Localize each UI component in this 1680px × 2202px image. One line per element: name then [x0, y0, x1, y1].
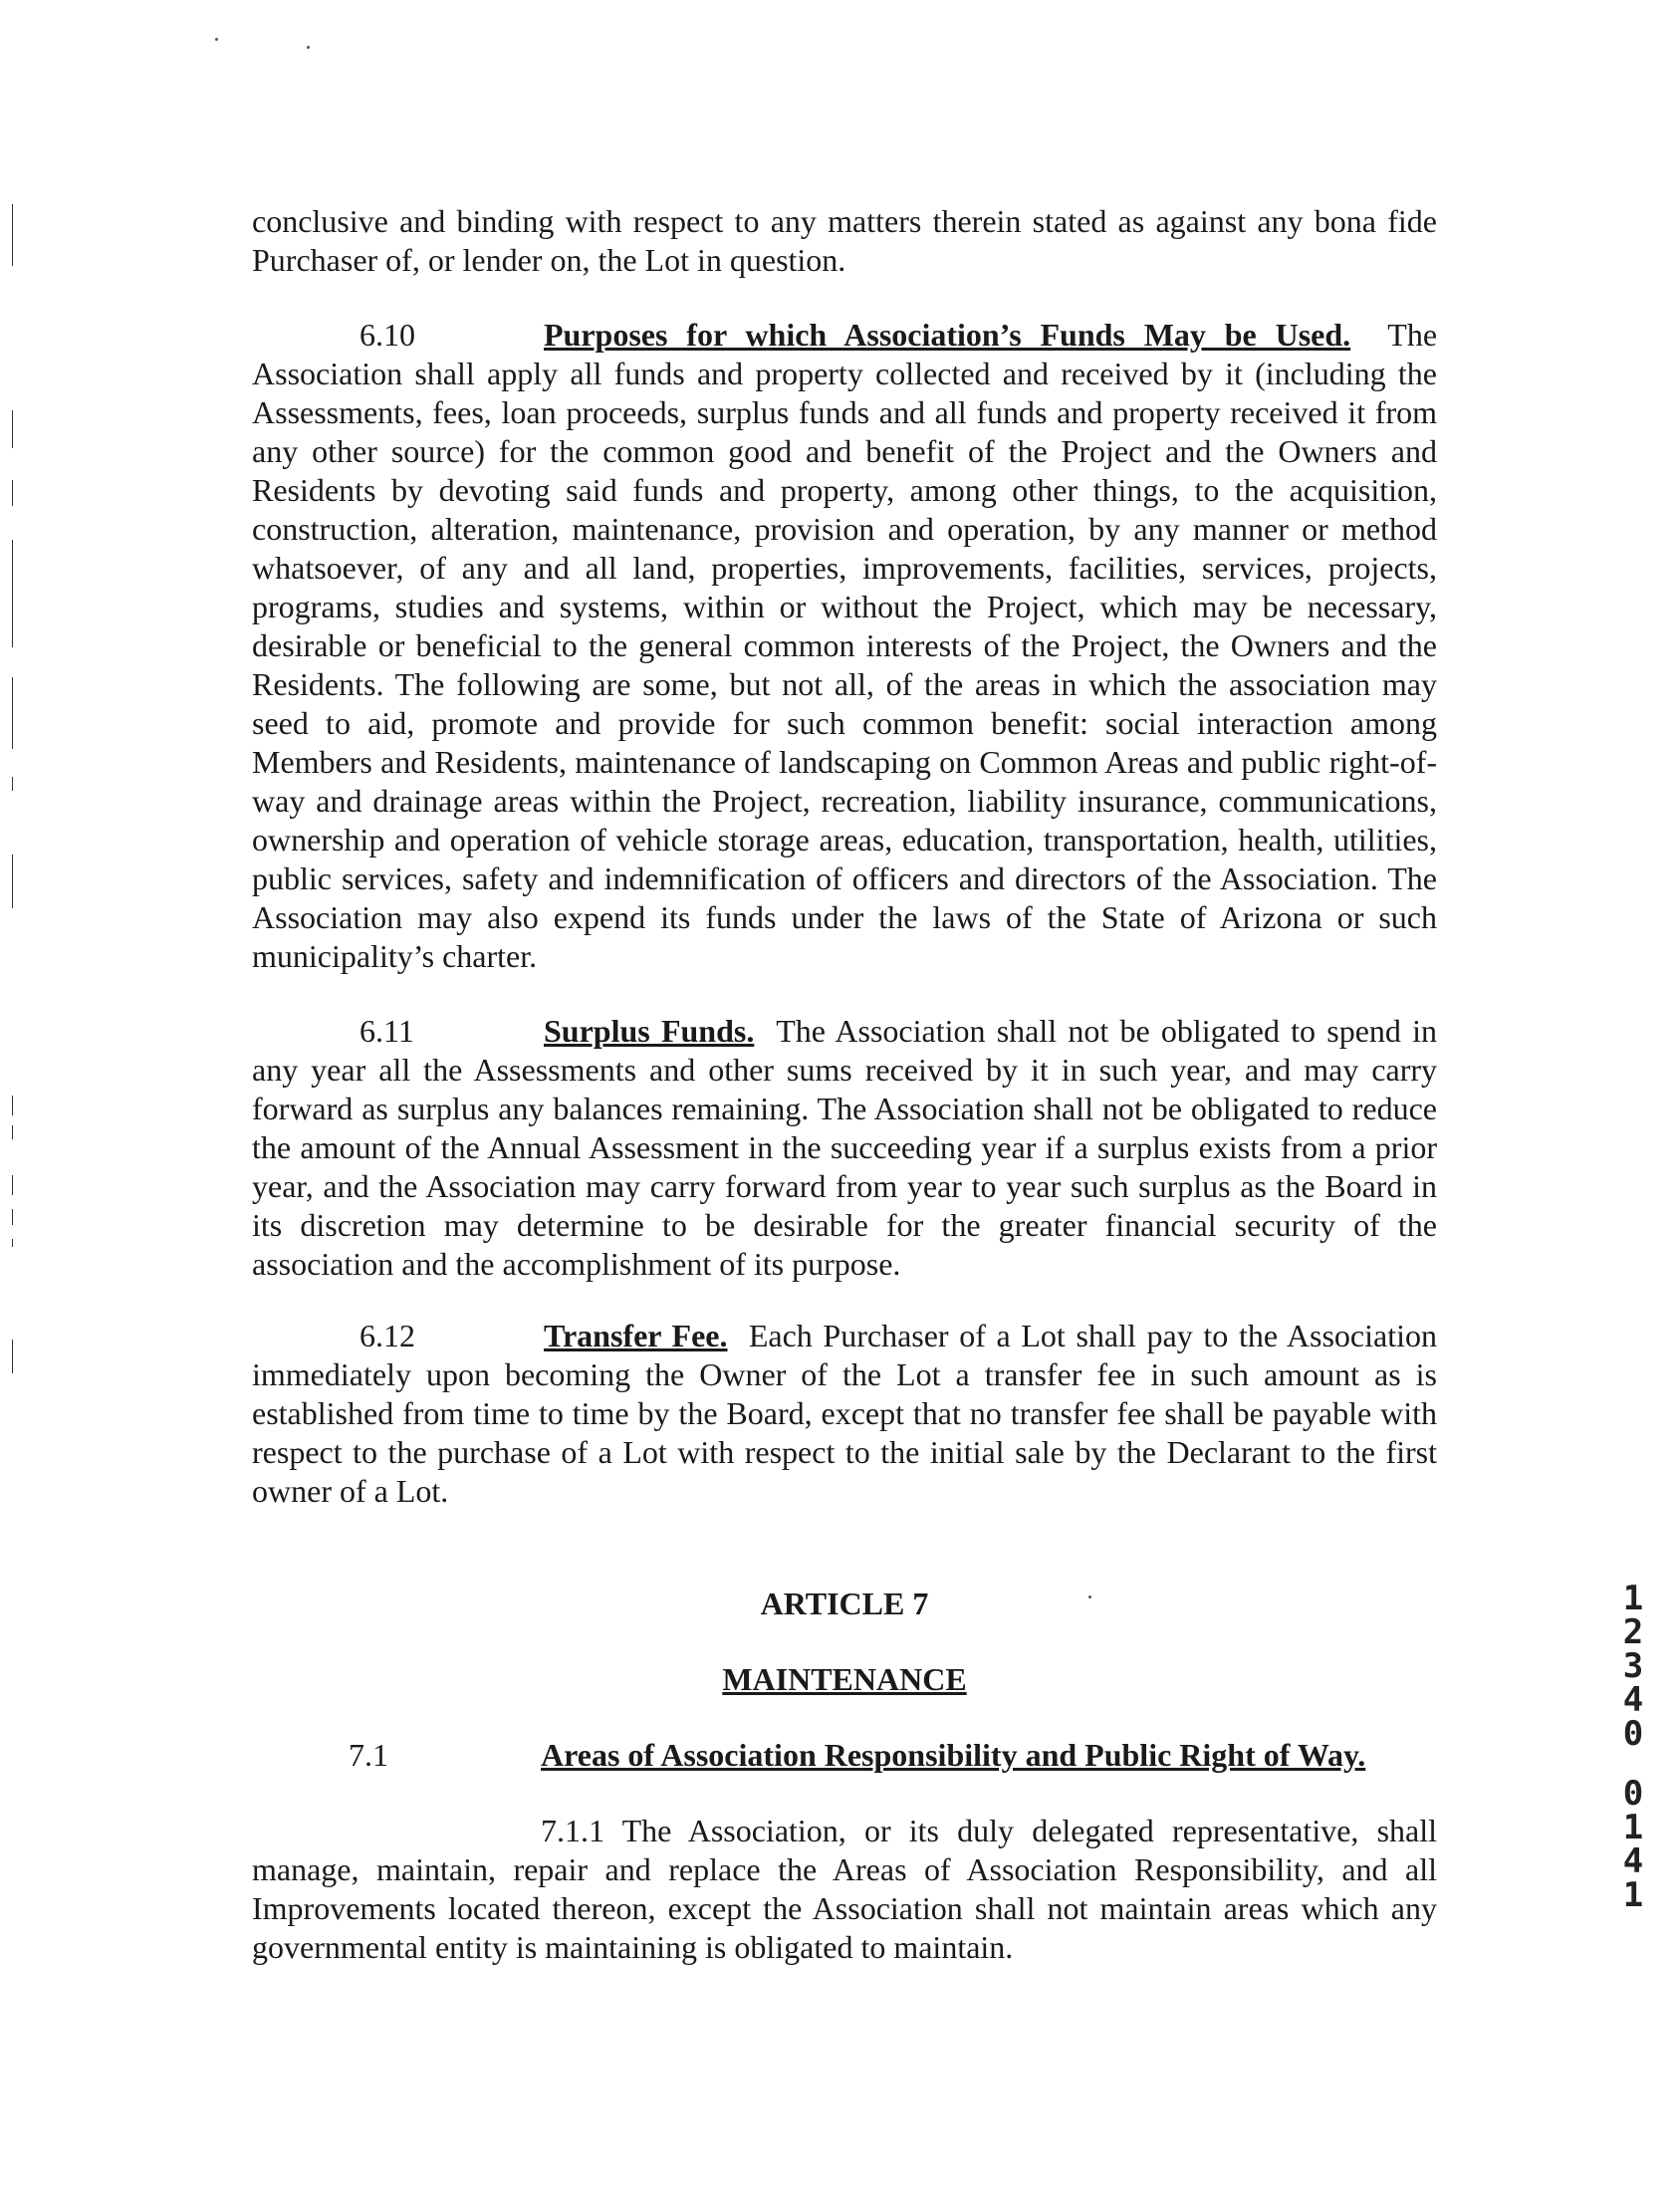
section-title: Purposes for which Association’s Funds May be Used. [544, 317, 1351, 353]
continuation-paragraph [252, 202, 1437, 280]
recording-digit: 1 [1622, 1579, 1644, 1618]
margin-bar [12, 1239, 13, 1247]
recording-digit: 4 [1622, 1841, 1644, 1881]
margin-bar [12, 204, 13, 266]
scan-speck [215, 38, 218, 41]
recording-digit: 0 [1622, 1714, 1644, 1754]
margin-bar [12, 1340, 13, 1373]
margin-bar [12, 1175, 13, 1195]
recording-digit: 1 [1622, 1875, 1644, 1915]
section-title: Transfer Fee. [544, 1318, 728, 1353]
section-6-12 [252, 1317, 1437, 1511]
margin-bar [12, 777, 13, 791]
recording-digit: 4 [1622, 1680, 1644, 1720]
section-number: 6.11 [360, 1013, 414, 1049]
section-6-11 [252, 1012, 1437, 1284]
article-heading: ARTICLE 7 [760, 1586, 929, 1621]
margin-bar [12, 677, 13, 749]
recording-digit: 2 [1622, 1612, 1644, 1652]
section-7-1 [252, 1736, 1437, 1775]
margin-bar [12, 1096, 13, 1115]
continuation-text: conclusive and binding with respect to any matters therein stated as against any bona fide Purchaser of, or lender on, the Lot in question. [252, 203, 1437, 278]
subsection-body: The Association, or its duly delegated representative, shall manage, maintain, repair and replace the Areas of Association Responsibility, and all Improvements located thereon, except the Association shall not maintain areas which any governmental entity is maintaining is obligated to maintain. [252, 1813, 1438, 1965]
section-body: Each Purchaser of a Lot shall pay to the Association immediately upon becoming the Owner of the Lot a transfer fee in such amount as is established from time to time by the Board, except that no transfer fee shall be payable with respect to the purchase of a Lot with respect to the initial sale by the Declarant to the first owner of a Lot. [252, 1318, 1438, 1509]
scan-speck [1088, 1595, 1091, 1598]
recording-number-stamp [1613, 1579, 1653, 1915]
article-title: MAINTENANCE [722, 1661, 967, 1697]
section-number: 6.10 [360, 317, 415, 353]
margin-bar [12, 1209, 13, 1225]
section-number: 6.12 [360, 1318, 415, 1353]
scan-speck [307, 46, 310, 49]
subsection-7-1-1 [252, 1812, 1437, 1967]
section-title: Surplus Funds. [544, 1013, 755, 1049]
subsection-number: 7.1.1 [541, 1813, 604, 1848]
recording-digit: 3 [1622, 1646, 1644, 1686]
section-title: Areas of Association Responsibility and Public Right of Way. [541, 1737, 1366, 1773]
recording-digit: 1 [1622, 1808, 1644, 1847]
section-6-10 [252, 316, 1437, 976]
margin-bar [12, 480, 13, 506]
recording-digit: 0 [1622, 1774, 1644, 1814]
section-body: The Association shall not be obligated to spend in any year all the Assessments and other sums received by it in such year, and may carry forward as surplus any balances remaining. The Association shall not be obligated to reduce the amount of the Annual Assessment in the succeeding year if a surplus exists from a prior year, and the Association may carry forward from year to year such surplus as the Board in its discretion may determine to be desirable for the greater financial security of the association and the accomplishment of its purpose. [252, 1013, 1438, 1282]
section-number: 7.1 [349, 1737, 388, 1773]
margin-bar [12, 410, 13, 448]
margin-bar [12, 855, 13, 908]
section-body: The Association shall apply all funds and property collected and received by it (including the Assessments, fees, loan proceeds, surplus funds and all funds and property received it from any other source) for the common good and benefit of the Project and the Owners and Residents by devoting said funds and property, among other things, to the acquisition, construction, alteration, maintenance, provision and operation, by any manner or method whatsoever, of any and all land, properties, improvements, facilities, services, projects, programs, studies and systems, within or without the Project, which may be necessary, desirable or beneficial to the general common interests of the Project, the Owners and the Residents. The following are some, but not all, of the areas in which the association may seed to aid, promote and provide for such common benefit: social interaction among Members and Residents, maintenance of landscaping on Common Areas and public right-of-way and drainage areas within the Project, recreation, liability insurance, communications, ownership and operation of vehicle storage areas, education, transportation, health, utilities, public services, safety and indemnification of officers and directors of the Association. The Association may also expend its funds under the laws of the State of Arizona or such municipality’s charter. [252, 317, 1438, 974]
margin-bar [12, 540, 13, 647]
margin-bar [12, 1125, 13, 1139]
